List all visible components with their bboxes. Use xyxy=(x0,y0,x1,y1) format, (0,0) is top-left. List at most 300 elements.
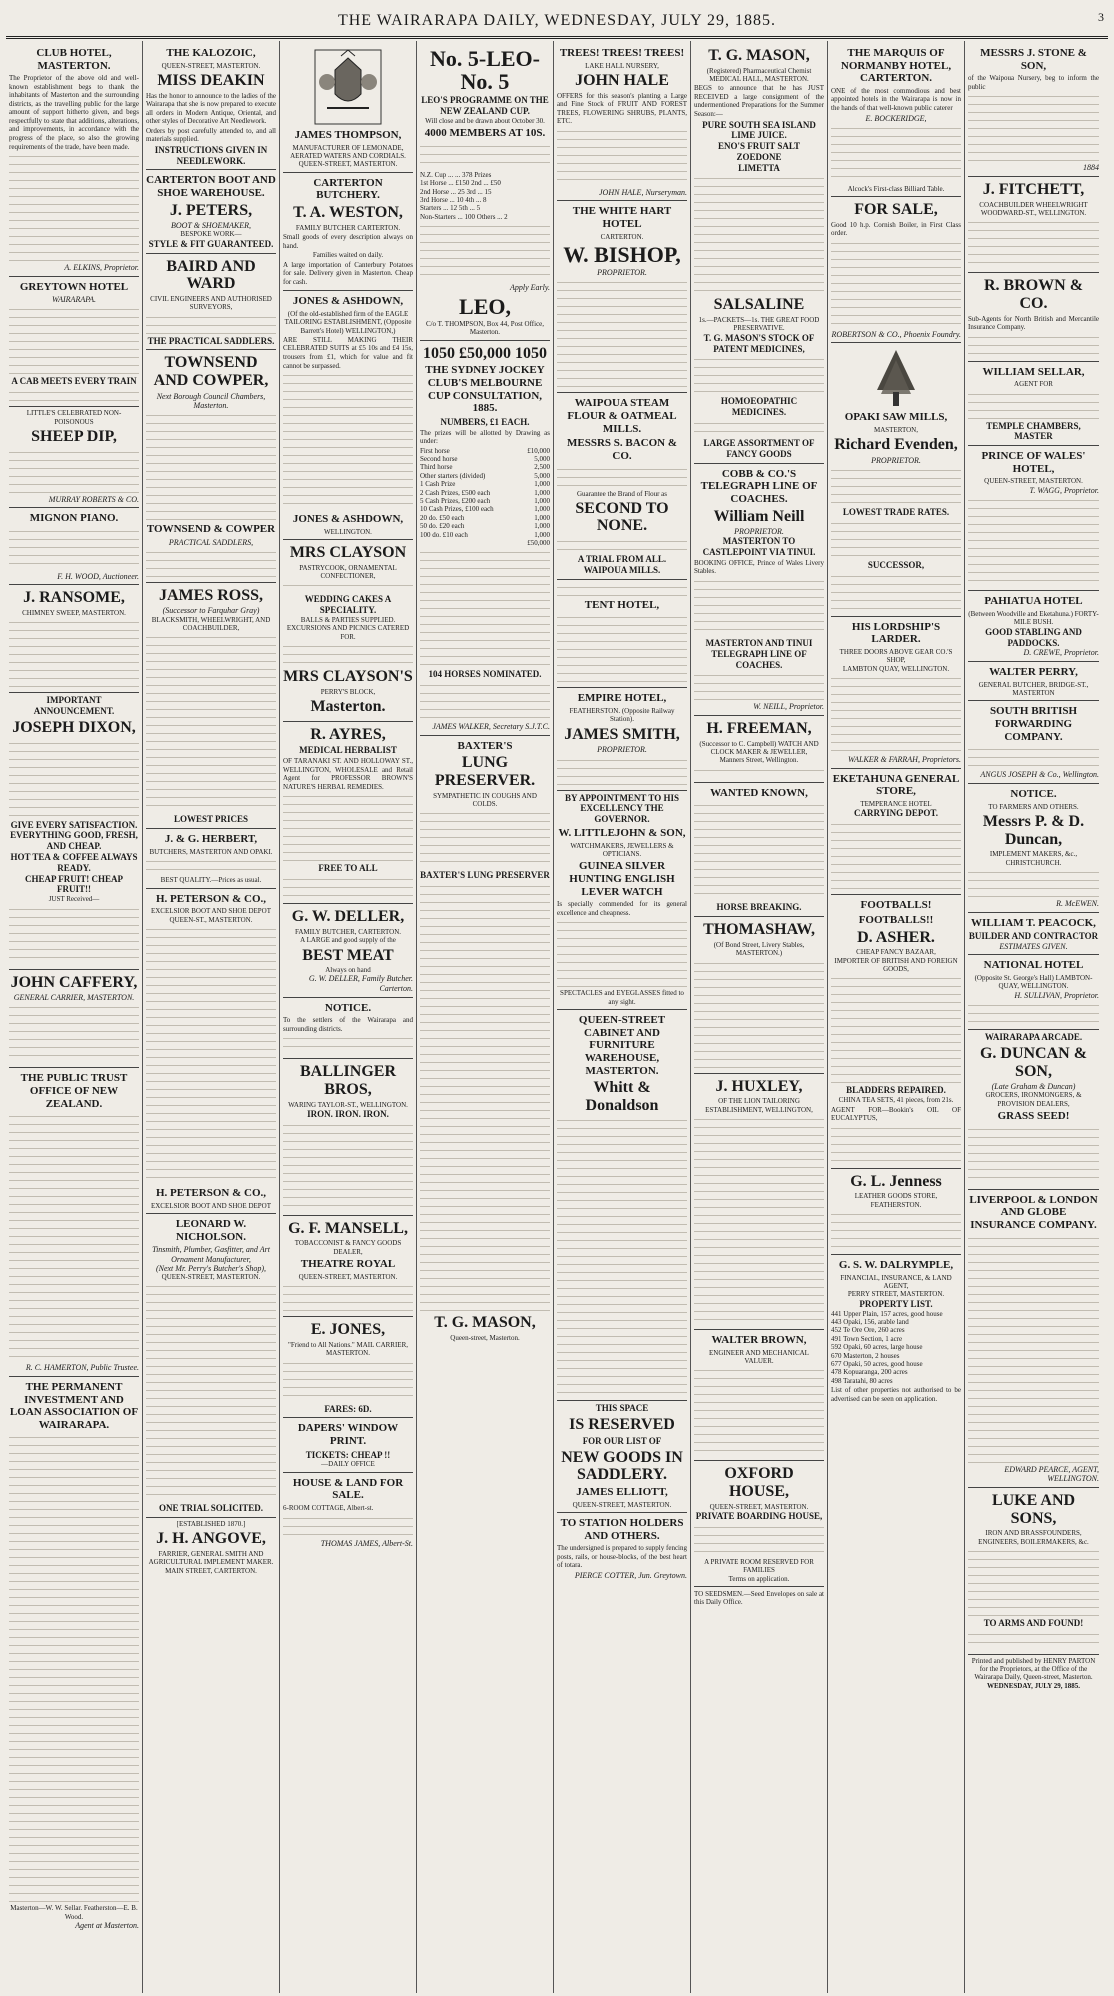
columns xyxy=(6,41,1108,1993)
ad-line: LIMETTA xyxy=(738,162,780,173)
prize-row-text: 3rd Horse ... 10 4th ... 8 xyxy=(420,195,487,204)
ad-body-fill xyxy=(9,1112,139,1362)
ad-body-fill xyxy=(831,974,961,1084)
ad-title: QUEEN-STREET CABINET AND FURNITURE WAREHOUSE, MASTERTON. xyxy=(578,1014,666,1077)
ad-subtitle: FAMILY BUTCHER, CARTERTON. xyxy=(294,927,402,936)
ad-line: JUST Received— xyxy=(48,895,100,904)
ad-signature: JAMES WALKER, Secretary S.J.T.C. xyxy=(432,722,550,732)
ad-subtitle: CIVIL ENGINEERS AND AUTHORISED SURVEYORS, xyxy=(150,294,272,312)
ad-body: BEGS to announce that he has JUST RECEIVED a large consignment of the undermentioned Preparations for the Summer Season:— xyxy=(694,84,824,118)
ad-title: T. A. WESTON, xyxy=(293,204,403,222)
ad-peterson xyxy=(146,889,276,1214)
ad-title: THOMASHAW, xyxy=(703,921,815,939)
ad-subtitle: BESPOKE WORK— xyxy=(180,230,242,239)
ad-title: EKETAHUNA GENERAL STORE, xyxy=(832,772,960,798)
ad-body-fill xyxy=(146,1282,276,1502)
ad-body-fill xyxy=(283,581,413,593)
ad-body-fill xyxy=(283,371,413,511)
prize-table xyxy=(420,447,550,539)
ad-address: QUEEN-STREET, MASTERTON. xyxy=(161,1272,261,1281)
ad-subtitle: SYMPATHETIC IN COUGHS AND COLDS. xyxy=(433,791,537,808)
ad-south-british xyxy=(968,701,1099,784)
prize-label: First horse xyxy=(420,446,450,455)
ad-white-hart xyxy=(557,201,687,393)
ad-herbert xyxy=(146,829,276,888)
ad-subtitle: 6-ROOM COTTAGE, Albert-st. xyxy=(283,1504,374,1513)
ad-greytown-hotel xyxy=(9,277,139,408)
ad-title: HOUSE & LAND FOR SALE. xyxy=(292,1476,404,1502)
ad-body-fill xyxy=(694,1115,824,1325)
ad-body-fill xyxy=(9,618,139,688)
prize-row xyxy=(420,463,550,471)
ad-body: TO SEEDSMEN.—Seed Envelopes on sale at this Daily Office. xyxy=(694,1589,824,1607)
ad-title: TENT HOTEL, xyxy=(584,598,660,611)
prize-amount: 1,000 xyxy=(534,530,550,539)
ad-walter-perry xyxy=(968,662,1099,701)
ad-footer: INSTRUCTIONS GIVEN IN NEEDLEWORK. xyxy=(154,144,268,166)
ad-line: EVERYTHING GOOD, FRESH, AND CHEAP. xyxy=(10,830,138,852)
ad-title: G. W. DELLER, xyxy=(291,908,405,926)
prize-row-text: Non-Starters ... 100 Others ... 2 xyxy=(420,212,508,221)
ad-mansell xyxy=(283,1216,413,1317)
ad-baxter xyxy=(420,736,550,1345)
ad-title: MRS CLAYSON xyxy=(289,544,407,562)
ad-body-fill xyxy=(557,127,687,187)
property-text: 441 Upper Plain, 157 acres, good house xyxy=(831,1309,943,1318)
ad-body-fill xyxy=(420,809,550,869)
ad-subtitle: FAMILY BUTCHER CARTERTON. xyxy=(295,223,401,232)
ad-empire-hotel xyxy=(557,688,687,790)
ad-nicholson xyxy=(146,1214,276,1518)
ad-subtitle: Sub-Agents for North British and Mercantile Insurance Company. xyxy=(968,314,1099,332)
ad-line: HOT TEA & COFFEE ALWAYS READY. xyxy=(10,852,138,873)
ad-name: W. BISHOP, xyxy=(563,242,681,268)
ad-house-land xyxy=(283,1473,413,1551)
prize-amount: 2,500 xyxy=(534,463,550,472)
prize-label: 10 Cash Prizes, £100 each xyxy=(420,505,494,514)
ad-daily-office xyxy=(283,1418,413,1472)
ad-horse: HORSE BREAKING. xyxy=(716,902,802,913)
ad-title: H. PETERSON & CO., xyxy=(155,892,266,905)
ad-body-fill xyxy=(283,1359,413,1403)
ad-title-2: TOWNSEND & COWPER xyxy=(146,522,276,535)
ad-appointment: BY APPOINTMENT TO HIS EXCELLENCY THE GOVERNOR. xyxy=(565,792,679,825)
ad-subtitle: IRON AND BRASSFOUNDERS, ENGINEERS, BOILERMAKERS, &c. xyxy=(978,1529,1089,1546)
ad-body-fill xyxy=(968,1630,1099,1650)
ad-opaki-saw-mills xyxy=(831,343,961,616)
ad-ross xyxy=(146,583,276,829)
prize-total-value: £50,000 xyxy=(527,538,550,547)
ad-subtitle: THREE DOORS ABOVE GEAR CO.'S SHOP, xyxy=(839,648,953,665)
property-text: 498 Taratahi, 80 acres xyxy=(831,1376,893,1385)
ad-subtitle: BUTCHERS, MASTERTON AND OPAKI. xyxy=(149,847,273,856)
ad-signature: Apply Early. xyxy=(510,283,550,293)
ad-footer: ONE TRIAL SOLICITED. xyxy=(158,1503,264,1514)
ad-town: Masterton. xyxy=(310,698,386,716)
ad-body-fill xyxy=(831,572,961,612)
ad-big: SECOND TO NONE. xyxy=(575,499,669,535)
property-text: 443 Opaki, 156, arable land xyxy=(831,1317,909,1326)
ad-wairarapa-arcade xyxy=(968,1030,1099,1190)
prize-row xyxy=(420,505,550,513)
ad-note: Orders by post carefully attended to, and all materials supplied. xyxy=(146,126,276,144)
ad-title: LIVERPOOL & LONDON AND GLOBE INSURANCE COMPANY. xyxy=(969,1193,1098,1232)
ad-for-sale xyxy=(831,197,961,343)
ad-body-fill xyxy=(694,355,824,395)
prize-row xyxy=(420,497,550,505)
ad-tagline: STYLE & FIT GUARANTEED. xyxy=(148,238,274,249)
ad-title: BAIRD AND WARD xyxy=(166,257,256,293)
ad-tent-hotel xyxy=(557,580,687,689)
prize-row xyxy=(420,447,550,455)
ad-note: Small goods of every description always on hand. xyxy=(283,233,413,250)
ad-role: PROPRIETOR. xyxy=(597,745,647,755)
ad-body-fill xyxy=(9,739,139,819)
ad-space: THIS SPACE xyxy=(595,1403,649,1414)
ad-title: THE SYDNEY JOCKEY CLUB'S MELBOURNE CUP CONSULTATION, 1885. xyxy=(425,364,545,415)
ad-theatre-sub: QUEEN-STREET, MASTERTON. xyxy=(298,1272,398,1281)
ad-signature: R. McEWEN. xyxy=(1056,899,1099,908)
ad-subtitle: WATCHMAKERS, JEWELLERS & OPTICIANS. xyxy=(570,841,674,858)
ad-signature: W. NEILL, Proprietor. xyxy=(753,702,824,712)
ad-subtitle: (Between Woodville and Eketahuna.) FORTY-MILE BUSH. xyxy=(968,610,1099,627)
ad-weston xyxy=(283,173,413,291)
property-row xyxy=(831,1335,961,1343)
ad-body: The prizes will be allotted by Drawing as under: xyxy=(420,428,550,446)
ad-signature: ANGUS JOSEPH & Co., Wellington. xyxy=(980,770,1099,780)
ad-body-fill xyxy=(283,875,413,899)
ad-body-fill xyxy=(283,1121,413,1211)
ad-homoeo: HOMOEOPATHIC MEDICINES. xyxy=(720,396,798,418)
imprint-date: WEDNESDAY, JULY 29, 1885. xyxy=(986,1681,1081,1690)
ad-subtitle: TEMPERANCE HOTEL xyxy=(860,800,932,809)
ad-note: Alcock's First-class Billiard Table. xyxy=(847,184,945,193)
ad-title: J. RANSOME, xyxy=(23,589,125,607)
ad-footer: Always on hand xyxy=(325,966,371,975)
property-row xyxy=(831,1352,961,1360)
ad-leo-sub: C/o T. THOMPSON, Box 44, Post Office, Masterton. xyxy=(425,319,545,337)
prize-label: 100 do. £10 each xyxy=(420,530,468,539)
ad-address: MAIN STREET, CARTERTON. xyxy=(165,1566,257,1575)
ad-route: MASTERTON TO CASTLEPOINT VIA TINUI. xyxy=(702,536,816,558)
ad-station-holders xyxy=(557,1513,687,1583)
ad-subtitle: (Successor to Farquhar Gray) xyxy=(162,606,260,616)
ad-reserved-space xyxy=(557,1401,687,1512)
ad-footer: List of other properties not authorised to be advertised can be seen on application. xyxy=(831,1386,961,1403)
royal-arms-engraving xyxy=(313,48,383,126)
ad-subtitle: FINANCIAL, INSURANCE, & LAND AGENT, xyxy=(840,1273,952,1290)
ad-speciality: WEDDING CAKES A SPECIALITY. xyxy=(304,594,392,616)
ad-address: TEMPLE CHAMBERS, MASTER xyxy=(986,420,1081,442)
prize-row xyxy=(420,480,550,488)
ad-note: A PRIVATE ROOM RESERVED FOR FAMILIES xyxy=(704,1557,814,1575)
ad-china: CHINA TEA SETS, 41 pieces, from 21s. xyxy=(838,1096,954,1105)
ad-subtitle: FARRIER, GENERAL SMITH AND AGRICULTURAL IMPLEMENT MAKER. xyxy=(148,1550,274,1567)
ad-subtitle: TO FARMERS AND OTHERS. xyxy=(988,802,1079,811)
ad-melbourne-cup-sweep xyxy=(420,341,550,736)
ad-subtitle: QUEEN-STREET, MASTERTON. xyxy=(161,61,261,70)
ad-title: LUKE AND SONS, xyxy=(991,1491,1076,1527)
ad-address: Manners Street, Wellington. xyxy=(719,756,799,765)
ad-title: WALTER BROWN, xyxy=(711,1333,807,1346)
ad-notice-farmers xyxy=(968,784,1099,913)
ad-title: IS RESERVED xyxy=(569,1416,675,1434)
ad-john-hale xyxy=(557,43,687,201)
ad-body: ONE of the most commodious and best appointed hotels in the Wairarapa is now in the hands of that well-known public caterer xyxy=(831,86,961,112)
ad-body: A LARGE and good supply of the xyxy=(300,936,396,945)
ad-footer: THE PRACTICAL SADDLERS. xyxy=(147,335,275,346)
ad-liverpool-insurance xyxy=(968,1190,1099,1488)
column-8 xyxy=(965,41,1102,1993)
ad-title: NOTICE. xyxy=(324,1001,372,1014)
ad-line: CHEAP FRUIT! CHEAP FRUIT!! xyxy=(24,873,123,895)
ad-body-fill xyxy=(146,548,276,578)
ad-subtitle: (Late Graham & Duncan) xyxy=(991,1082,1076,1092)
property-row xyxy=(831,1368,961,1376)
ad-title: THE MARQUIS OF NORMANBY HOTEL, CARTERTON. xyxy=(840,47,952,85)
prize-amount: £10,000 xyxy=(527,446,550,455)
imprint-body: Printed and published by HENRY PARTON for the Proprietors, at the Office of the Wairarapa Daily, Queen-street, Masterton. xyxy=(971,1656,1096,1682)
ad-stone-son xyxy=(968,43,1099,177)
ad-title: OPAKI SAW MILLS, xyxy=(844,411,948,424)
ad-title: PRINCE OF WALES' HOTEL, xyxy=(981,450,1086,475)
ad-littlejohn xyxy=(557,791,687,1011)
ad-salsaline: SALSALINE xyxy=(713,296,805,314)
ad-title: J. & G. HERBERT, xyxy=(164,833,258,846)
ad-subtitle-2: EXCELSIOR BOOT AND SHOE DEPOT xyxy=(150,1201,272,1210)
ad-body: Has the honor to announce to the ladies of the Wairarapa that she is now prepared to execute all orders in Modern Antique, Oriental, and other styles of Decorative Art Needlework. xyxy=(146,91,276,126)
ad-title: NATIONAL HOTEL xyxy=(983,959,1084,972)
ad-title: R. AYRES, xyxy=(310,725,386,743)
property-row xyxy=(831,1326,961,1334)
ad-oxford-house xyxy=(694,1461,824,1587)
prize-row xyxy=(420,514,550,522)
ad-body-fill xyxy=(9,305,139,375)
ad-signature: H. SULLIVAN, Proprietor. xyxy=(1014,990,1099,1000)
ad-rates: LOWEST TRADE RATES. xyxy=(842,507,950,518)
column-1 xyxy=(6,41,143,1993)
ad-address: QUEEN-STREET, MASTERTON. xyxy=(572,1500,672,1509)
ad-cobb-coaches xyxy=(694,464,824,716)
ad-subtitle: FEATHERSTON. (Opposite Railway Station). xyxy=(569,706,675,724)
ad-firm: MESSRS S. BACON & CO. xyxy=(566,437,678,462)
prize-row xyxy=(420,204,550,212)
ad-jones-ashdown xyxy=(283,291,413,540)
ad-huxley xyxy=(694,1074,824,1330)
ad-subtitle: WAIRARAPA. xyxy=(52,295,96,305)
ad-signature: R. C. HAMERTON, Public Trustee. xyxy=(25,1363,139,1373)
ad-permanent-investment xyxy=(9,1377,139,1934)
ad-body-fill xyxy=(694,174,824,294)
ad-football: FOOTBALLS! xyxy=(860,899,932,912)
column-7 xyxy=(828,41,965,1993)
ad-signature: A. ELKINS, Proprietor. xyxy=(64,263,139,273)
ad-mason-chemist xyxy=(694,43,824,464)
ad-townsend-cowper xyxy=(146,350,276,582)
ad-clayson xyxy=(283,540,413,722)
ad-body-fill xyxy=(557,918,687,988)
property-text: 677 Opaki, 50 acres, good house xyxy=(831,1359,923,1368)
prize-label: 5 Cash Prizes, £200 each xyxy=(420,496,491,505)
ad-found: TO ARMS AND FOUND! xyxy=(983,1617,1084,1628)
prize-amount: 1,000 xyxy=(534,480,550,489)
ad-leo-title: LEO, xyxy=(459,293,511,319)
ad-line: ENO'S FRUIT SALT xyxy=(717,141,801,152)
ad-football-2: FOOTBALLS!! xyxy=(858,913,934,926)
ad-body: OF TARANAKI ST. AND HOLLOWAY ST., WELLINGTON, WHOLESALE and Retail Agent for PROFESSOR BROWN'S NATURE'S HERBAL REMEDIES. xyxy=(283,757,413,791)
ad-name: E. BOCKERIDGE, xyxy=(865,113,927,123)
ad-members: 4000 MEMBERS AT 10S. xyxy=(424,127,546,140)
ad-title-2: MRS CLAYSON'S xyxy=(283,668,413,686)
ad-body-fill xyxy=(831,466,961,506)
ad-title: J. FITCHETT, xyxy=(982,180,1085,198)
ad-signature: G. W. DELLER, Family Butcher. Carterton. xyxy=(308,974,413,994)
ad-note: GIVE EVERY SATISFACTION. xyxy=(10,819,138,830)
ad-subtitle: MASTERTON, xyxy=(874,425,918,434)
property-row xyxy=(831,1310,961,1318)
ad-baird-ward xyxy=(146,254,276,351)
ad-mignon-piano xyxy=(9,508,139,585)
property-row xyxy=(831,1377,961,1385)
ad-dalrymple xyxy=(831,1255,961,1407)
ad-body-fill xyxy=(694,419,824,437)
column-2 xyxy=(143,41,280,1993)
ad-body-fill xyxy=(283,1282,413,1312)
ad-subtitle: QUEEN-STREET, MASTERTON. xyxy=(709,1502,809,1511)
ad-name: Richard Evenden, xyxy=(834,436,958,454)
ad-subtitle-2: ESTIMATES GIVEN. xyxy=(999,942,1068,952)
ad-national-hotel xyxy=(968,955,1099,1030)
ad-body-fill xyxy=(831,239,961,329)
ad-body-fill xyxy=(694,959,824,1069)
ad-body-fill xyxy=(146,925,276,1185)
ad-specs: SPECTACLES and EYEGLASSES fitted to any sight. xyxy=(560,989,684,1006)
ad-agent: Agent at Masterton. xyxy=(75,1921,139,1931)
ad-signature: F. H. WOOD, Auctioneer. xyxy=(57,571,139,581)
ad-signature: PIERCE COTTER, Jun. Greytown. xyxy=(574,1570,687,1580)
ad-public-trust xyxy=(9,1068,139,1377)
ad-body-fill xyxy=(9,527,139,571)
ad-wanted-known xyxy=(694,783,824,917)
ad-body: To the settlers of the Wairarapa and surrounding districts. xyxy=(283,1016,413,1033)
ad-body-fill xyxy=(968,1001,1099,1025)
ad-walter-brown xyxy=(694,1330,824,1461)
ad-body-fill xyxy=(968,496,1099,586)
ad-fares: FARES: 6D. xyxy=(324,1403,372,1414)
ad-subtitle: PASTRYCOOK, ORNAMENTAL CONFECTIONER, xyxy=(299,563,397,581)
ad-eketahuna-store xyxy=(831,769,961,895)
ad-body-fill xyxy=(968,1234,1099,1464)
ad-firm-sub: IMPLEMENT MAKERS, &c., CHRISTCHURCH. xyxy=(989,850,1078,867)
ad-peters xyxy=(146,170,276,253)
ad-body-fill xyxy=(283,1034,413,1054)
ad-title: D. ASHER. xyxy=(857,928,935,946)
column-6 xyxy=(691,41,828,1993)
ad-whitt-donaldson xyxy=(557,1010,687,1401)
ad-ballinger xyxy=(283,1059,413,1215)
ad-note: (Next Mr. Perry's Butcher's Shop), xyxy=(155,1263,267,1273)
ad-body-fill xyxy=(9,448,139,494)
ad-subtitle: TICKETS: CHEAP !! xyxy=(305,1449,391,1460)
ad-name: JAMES ELLIOTT, xyxy=(576,1485,668,1498)
ad-body-fill xyxy=(831,519,961,559)
ad-title: SOUTH BRITISH FORWARDING COMPANY. xyxy=(989,705,1078,743)
ad-title: WILLIAM SELLAR, xyxy=(982,365,1085,378)
ad-subtitle-2: PERRY'S BLOCK, xyxy=(320,687,376,696)
column-5 xyxy=(554,41,691,1993)
ad-heading: CARTERTON BUTCHERY. xyxy=(313,176,383,202)
ad-r-brown xyxy=(968,273,1099,361)
prize-label: Third horse xyxy=(420,463,453,472)
ad-body: The undersigned is prepared to supply fencing posts, rails, or house-blocks, of the best heart of totara. xyxy=(557,1544,687,1570)
ad-signature: T. G. MASON, xyxy=(434,1314,536,1332)
ad-subtitle: MEDICAL HERBALIST xyxy=(299,745,397,756)
ad-body-fill xyxy=(831,1210,961,1250)
ad-title: PAHIATUA HOTEL xyxy=(984,595,1083,608)
ad-body-fill xyxy=(146,633,276,813)
ad-note: FREE TO ALL xyxy=(318,863,378,874)
ad-office: —DAILY OFFICE xyxy=(321,1460,375,1469)
ad-role: PROPRIETOR. xyxy=(871,455,921,465)
ad-line: ZOEDONE xyxy=(736,151,782,162)
ad-note: A CAB MEETS EVERY TRAIN xyxy=(11,376,137,387)
ad-title: BALLINGER BROS, xyxy=(299,1063,397,1098)
ad-luke-sons xyxy=(968,1488,1099,1655)
ad-name: William Neill xyxy=(713,507,805,525)
ad-subtitle: OF THE LION TAILORING ESTABLISHMENT, WELLINGTON, xyxy=(705,1097,813,1114)
ad-terms: Terms on application. xyxy=(728,1574,790,1583)
ad-body-fill xyxy=(968,1125,1099,1185)
imprint xyxy=(968,1655,1099,1694)
ad-body-fill xyxy=(557,278,687,388)
ad-title: G. L. Jenness xyxy=(850,1172,942,1190)
ad-watch: GUINEA SILVER HUNTING ENGLISH LEVER WATCH xyxy=(569,860,675,898)
ad-subtitle: BOOT & SHOEMAKER, xyxy=(170,221,252,231)
ad-subtitle: LITTLE'S CELEBRATED NON-POISONOUS xyxy=(26,409,122,426)
prize-row-text: N.Z. Cup ... ... 378 Prizes xyxy=(420,170,492,179)
ad-title: FOR SALE, xyxy=(854,201,938,219)
ad-jenness xyxy=(831,1169,961,1255)
ad-address: QUEEN-ST., MASTERTON. xyxy=(169,915,253,924)
ad-title: THE KALOZOIC, xyxy=(166,47,256,59)
ad-role: PROPRIETOR. xyxy=(597,268,647,278)
ad-title: J. HUXLEY, xyxy=(715,1077,803,1095)
ad-subtitle: (Of Bond Street, Livery Stables, MASTERTON.) xyxy=(713,940,805,958)
ad-title: WAIPOUA STEAM FLOUR & OATMEAL MILLS. xyxy=(567,397,677,435)
prize-row xyxy=(420,472,550,480)
ad-property-list: PROPERTY LIST. xyxy=(859,1298,933,1309)
prize-amount: 5,000 xyxy=(534,455,550,464)
ad-name: MISS DEAKIN xyxy=(157,72,265,90)
ad-subtitle: GENERAL BUTCHER, BRIDGE-ST., MASTERTON xyxy=(978,680,1089,698)
ad-body-fill xyxy=(968,333,1099,357)
ad-marquis-normanby xyxy=(831,43,961,197)
ad-title: HIS LORDSHIP'S LARDER. xyxy=(851,620,941,646)
ad-ransome xyxy=(9,585,139,693)
pine-tree-icon xyxy=(871,348,921,408)
prize-row xyxy=(420,455,550,463)
ad-big: LUNG PRESERVER. xyxy=(434,754,536,789)
ad-subtitle-2: GROCERS, IRONMONGERS, & PROVISION DEALERS, xyxy=(985,1091,1082,1108)
ad-body-fill xyxy=(283,792,413,862)
ad-saddlery: NEW GOODS IN SADDLERY. xyxy=(561,1448,683,1484)
ad-theatre: THEATRE ROYAL xyxy=(300,1258,396,1271)
prize-row xyxy=(420,489,550,497)
ad-title: WALTER PERRY, xyxy=(989,666,1078,679)
ad-body-fill xyxy=(557,613,687,683)
ad-body-fill xyxy=(557,537,687,553)
prize-row-text: 1st Horse ... £150 2nd ... £50 xyxy=(420,179,501,188)
